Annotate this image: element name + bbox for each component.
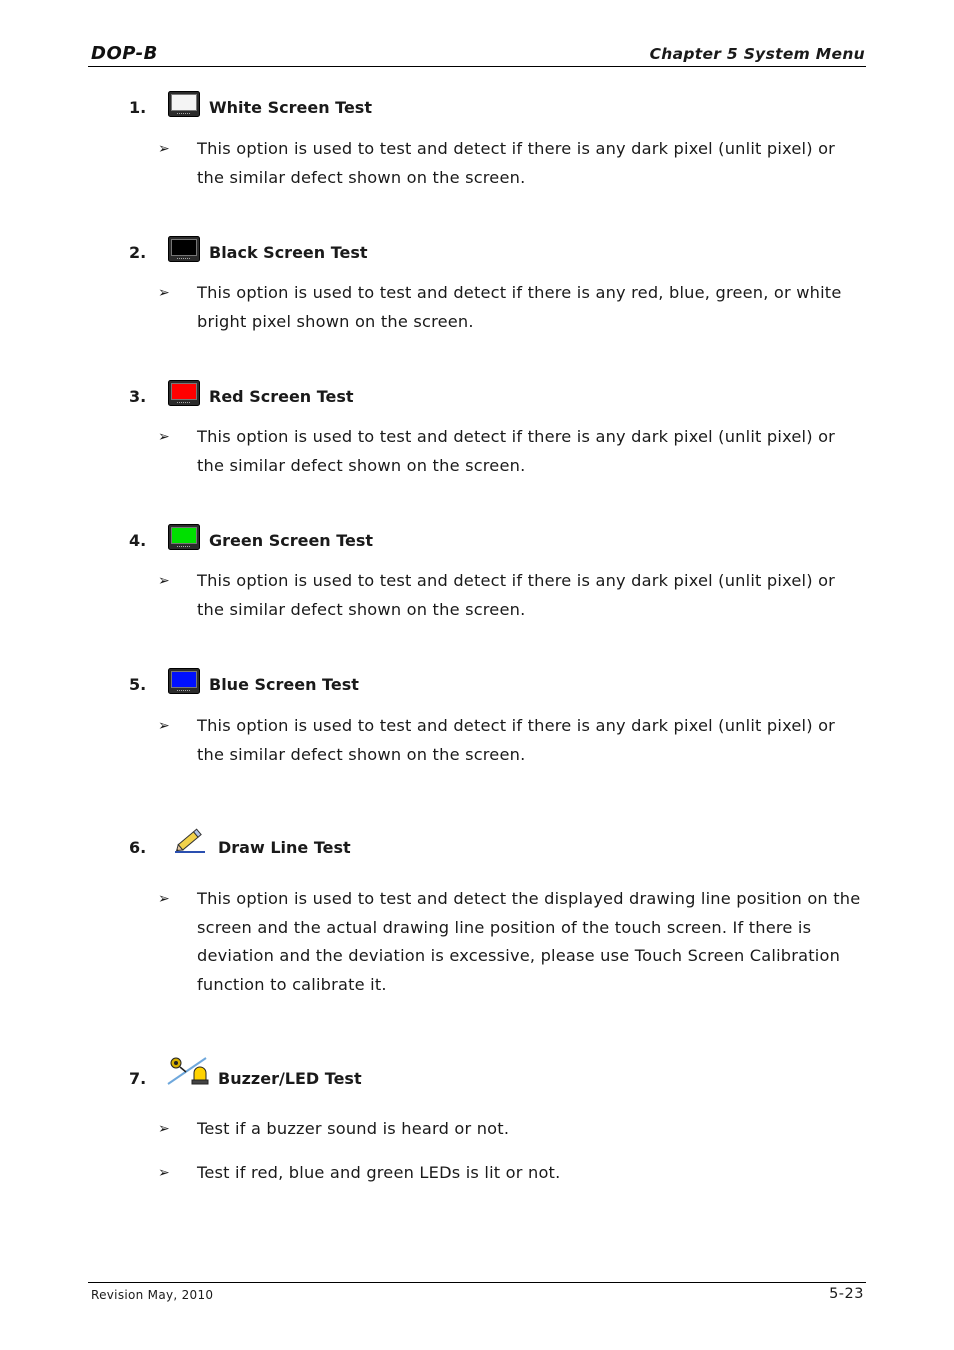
revision-date: Revision May, 2010 [91, 1288, 214, 1302]
item-number: 4. [129, 531, 147, 550]
item-description: This option is used to test and detect if there is any dark pixel (unlit pixel) or the similar defect shown on the screen. [197, 427, 836, 475]
bullet-arrow-icon: ➢ [158, 1165, 170, 1181]
item-title-buzzer-led-test: Buzzer/LED Test [218, 1069, 362, 1088]
bullet-arrow-icon: ➢ [158, 141, 170, 157]
bullet-arrow-icon: ➢ [158, 891, 170, 907]
bullet-arrow-icon: ➢ [158, 1121, 170, 1137]
footer-divider [88, 1282, 866, 1283]
item-title-red-screen-test: Red Screen Test [209, 387, 354, 406]
bullet-arrow-icon: ➢ [158, 429, 170, 445]
chapter-title: Chapter 5 System Menu [649, 45, 865, 63]
dop-b-logo [90, 42, 172, 64]
logo-text: DOP-B [91, 43, 158, 64]
green-screen-icon [168, 524, 200, 550]
pencil-icon [172, 825, 208, 855]
item-description: This option is used to test and detect if there is any dark pixel (unlit pixel) or the similar defect shown on the screen. [197, 571, 836, 619]
header-divider [88, 66, 866, 67]
bullet-arrow-icon: ➢ [158, 285, 170, 301]
item-title-draw-line-test: Draw Line Test [218, 838, 351, 857]
item-number: 5. [129, 675, 147, 694]
item-description: This option is used to test and detect if there is any dark pixel (unlit pixel) or the similar defect shown on the screen. [197, 139, 836, 187]
red-screen-icon [168, 380, 200, 406]
item-description: This option is used to test and detect the displayed drawing line position on the screen and the actual drawing line position of the touch screen. If there is deviation and the deviation is excessive, please use Touch Screen Calibration function to calibrate it. [197, 889, 861, 994]
item-number: 7. [129, 1069, 147, 1088]
black-screen-icon [168, 236, 200, 262]
item-title-black-screen-test: Black Screen Test [209, 243, 368, 262]
item-number: 1. [129, 98, 147, 117]
item-number: 6. [129, 838, 147, 857]
buzzer-led-icon [166, 1054, 210, 1088]
bullet-arrow-icon: ➢ [158, 573, 170, 589]
page-number: 5-23 [829, 1286, 864, 1302]
bullet-arrow-icon: ➢ [158, 718, 170, 734]
item-title-white-screen-test: White Screen Test [209, 98, 372, 117]
item-description: This option is used to test and detect if there is any dark pixel (unlit pixel) or the similar defect shown on the screen. [197, 716, 836, 764]
item-number: 3. [129, 387, 147, 406]
white-screen-icon [168, 91, 200, 117]
item-title-green-screen-test: Green Screen Test [209, 531, 374, 550]
item-description: Test if a buzzer sound is heard or not. [197, 1119, 510, 1138]
item-description: Test if red, blue and green LEDs is lit or not. [197, 1163, 561, 1182]
blue-screen-icon [168, 668, 200, 694]
item-description: This option is used to test and detect if there is any red, blue, green, or white bright pixel shown on the screen. [197, 283, 842, 331]
item-title-blue-screen-test: Blue Screen Test [209, 675, 359, 694]
item-number: 2. [129, 243, 147, 262]
